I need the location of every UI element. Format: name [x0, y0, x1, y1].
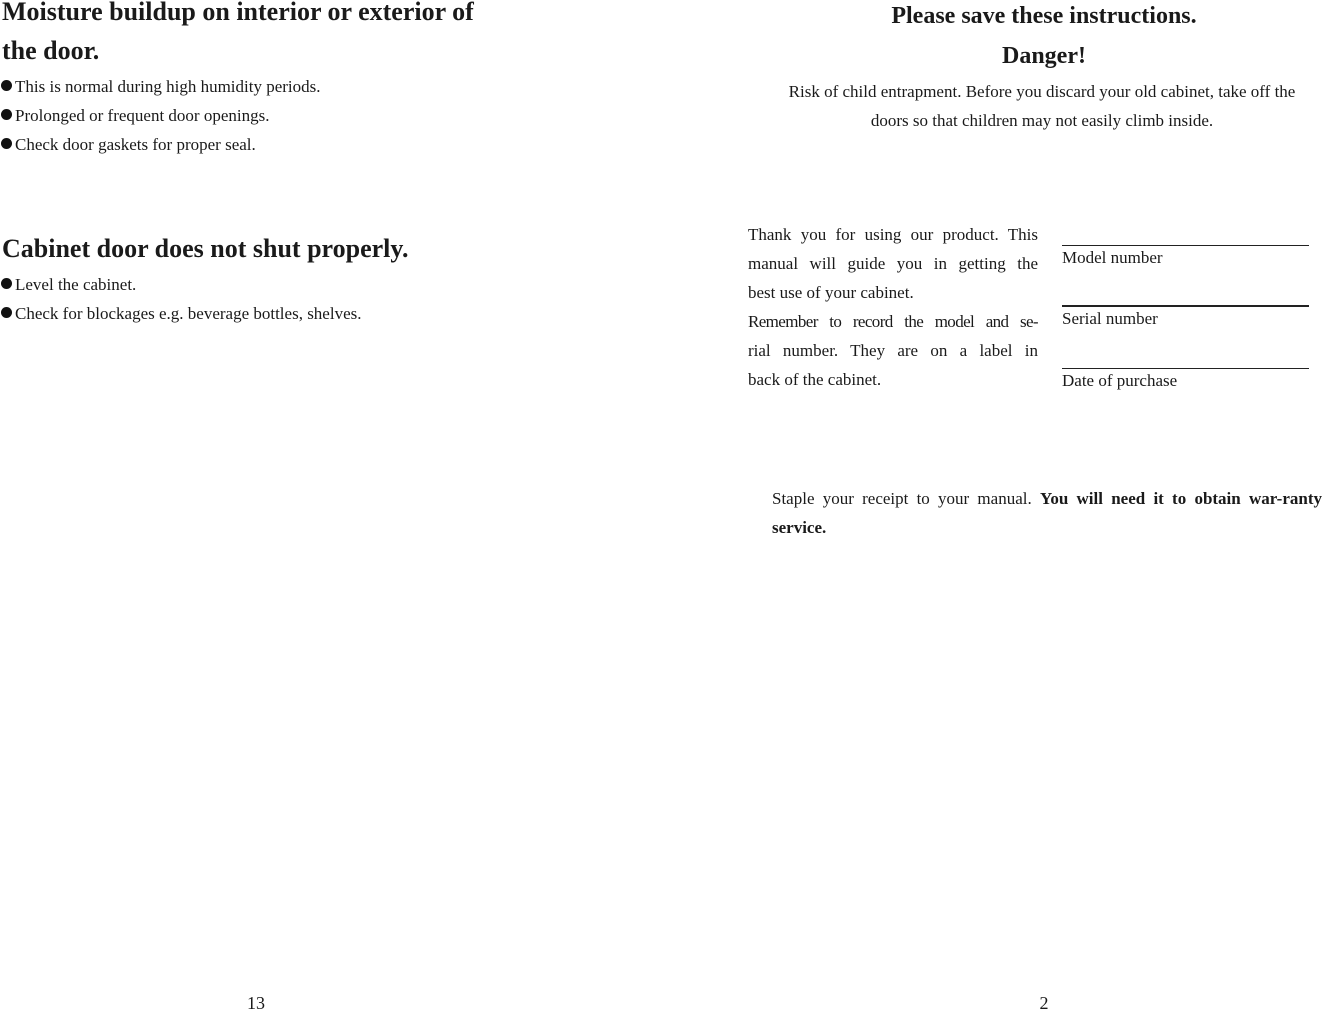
- left-page: [0, 0, 666, 1013]
- date-of-purchase-field[interactable]: [1062, 368, 1309, 392]
- bullet-text: Check door gaskets for proper seal.: [15, 135, 256, 154]
- right-page: [666, 0, 1333, 1013]
- intro-line: back of the cabinet.: [748, 370, 882, 389]
- serial-number-label: Serial number: [1062, 309, 1158, 328]
- bullet-icon: [1, 307, 12, 318]
- list-item: [1, 72, 321, 101]
- receipt-normal-text: Staple your receipt to your manual.: [772, 489, 1040, 508]
- page-number-left: 13: [247, 993, 265, 1013]
- receipt-paragraph: [772, 484, 1322, 542]
- intro-line: Remember to record the model and se-: [748, 312, 1038, 331]
- intro-paragraph: [748, 220, 1038, 394]
- bullet-icon: [1, 109, 12, 120]
- moisture-heading-line1: Moisture buildup on interior or exterior of: [2, 0, 474, 26]
- bullet-text: This is normal during high humidity periods.: [15, 77, 321, 96]
- moisture-bullet-list: [1, 72, 321, 159]
- bullet-text: Check for blockages e.g. beverage bottles, shelves.: [15, 304, 362, 323]
- receipt-bold-text: You will need it to obtain war-ranty service.: [772, 489, 1322, 537]
- serial-number-field[interactable]: [1062, 305, 1309, 330]
- model-number-field[interactable]: [1062, 245, 1309, 269]
- danger-warning-text: [751, 77, 1333, 135]
- intro-line: best use of your cabinet.: [748, 283, 914, 302]
- bullet-icon: [1, 80, 12, 91]
- danger-heading: Danger!: [1002, 43, 1086, 69]
- list-item: [1, 101, 321, 130]
- bullet-icon: [1, 138, 12, 149]
- intro-line: Thank you for using our product. This: [748, 225, 1038, 244]
- page-number-right: 2: [1039, 993, 1049, 1013]
- model-number-label: Model number: [1062, 248, 1163, 267]
- save-instructions-title: Please save these instructions.: [891, 3, 1197, 29]
- moisture-heading: [2, 0, 602, 70]
- date-of-purchase-line: [1062, 368, 1309, 369]
- model-number-line: [1062, 245, 1309, 246]
- bullet-text: Level the cabinet.: [15, 275, 137, 294]
- bullet-text: Prolonged or frequent door openings.: [15, 106, 270, 125]
- door-shut-bullet-list: [1, 270, 362, 328]
- danger-line2: doors so that children may not easily climb inside.: [870, 111, 1214, 130]
- bullet-icon: [1, 278, 12, 289]
- moisture-heading-line2: the door.: [2, 36, 100, 65]
- intro-line: manual will guide you in getting the: [748, 254, 1038, 273]
- intro-line: rial number. They are on a label in: [748, 341, 1038, 360]
- door-shut-heading: Cabinet door does not shut properly.: [2, 234, 409, 263]
- list-item: [1, 130, 321, 159]
- date-of-purchase-label: Date of purchase: [1062, 371, 1178, 390]
- danger-line1: Risk of child entrapment. Before you discard your old cabinet, take off the: [788, 82, 1296, 101]
- list-item: [1, 270, 362, 299]
- list-item: [1, 299, 362, 328]
- serial-number-line: [1062, 305, 1309, 307]
